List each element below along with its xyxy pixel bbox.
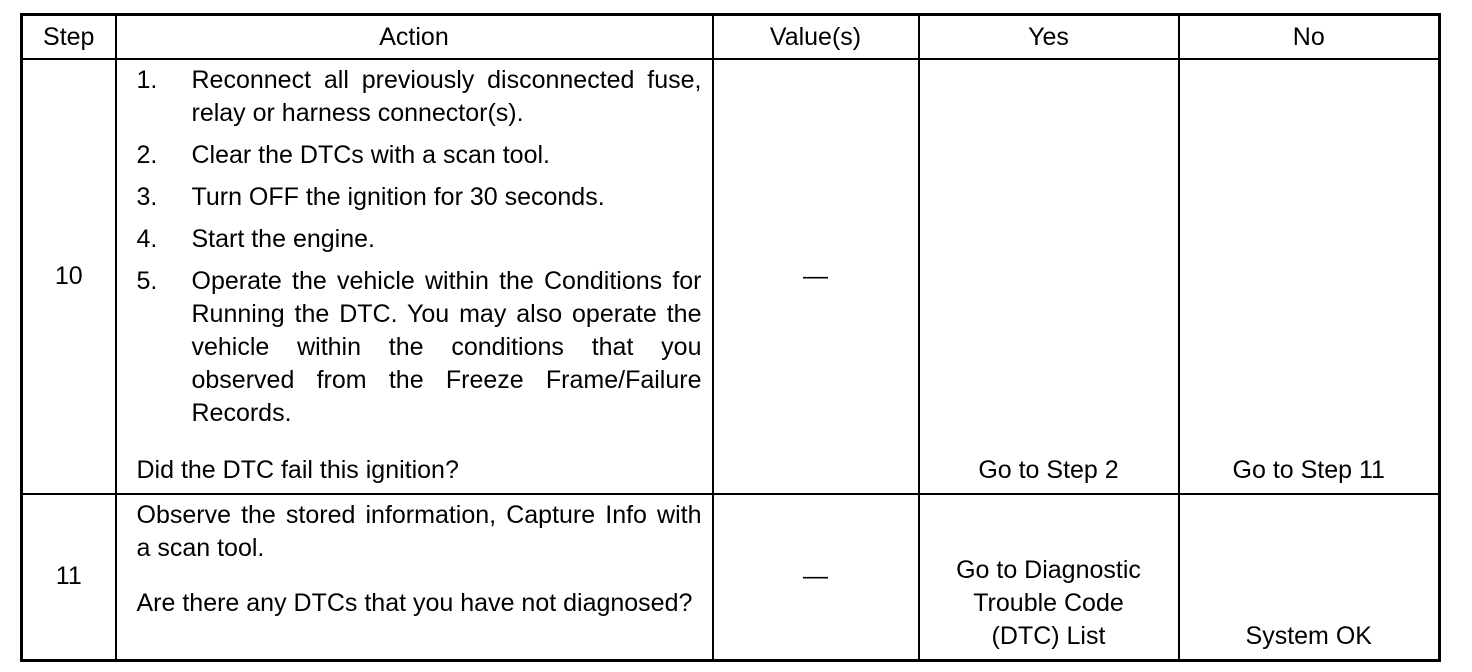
- value-cell: —: [713, 59, 919, 494]
- list-item: [137, 139, 702, 172]
- instruction-text: Observe the stored information, Capture Info with a scan tool.: [136, 501, 702, 562]
- step-number: 11: [22, 494, 116, 660]
- no-cell: System OK: [1179, 494, 1440, 660]
- yes-line: (DTC) List: [991, 621, 1106, 650]
- item-number: 2.: [136, 141, 158, 169]
- header-no: No: [1179, 15, 1440, 60]
- header-row: [22, 15, 1440, 60]
- yes-cell: [919, 494, 1179, 660]
- item-text: Turn OFF the ignition for 30 seconds.: [191, 183, 605, 211]
- diagnostic-table: [20, 13, 1441, 662]
- no-cell: Go to Step 11: [1179, 59, 1440, 494]
- header-values: Value(s): [713, 15, 919, 60]
- yes-line: Go to Diagnostic: [956, 555, 1141, 584]
- item-number: 4.: [136, 225, 158, 253]
- item-text: Operate the vehicle within the Conditions for Running the DTC. You may also operate the vehicle within the conditions that you observed from the Freeze Frame/Failure Records.: [191, 267, 702, 427]
- list-item: [137, 265, 702, 430]
- header-action: Action: [116, 15, 713, 60]
- header-yes: Yes: [919, 15, 1179, 60]
- table-row-step-10: [22, 59, 1440, 494]
- step-number: 10: [22, 59, 116, 494]
- table-row-step-11: [22, 494, 1440, 660]
- item-text: Start the engine.: [191, 225, 375, 253]
- item-number: 3.: [136, 183, 158, 211]
- item-number: 5.: [136, 267, 158, 295]
- list-item: [137, 181, 702, 214]
- list-item: [137, 223, 702, 256]
- question-text: Did the DTC fail this ignition?: [136, 456, 459, 484]
- yes-cell: Go to Step 2: [919, 59, 1179, 494]
- value-cell: —: [713, 494, 919, 660]
- list-item: [137, 64, 702, 130]
- item-text: Reconnect all previously disconnected fuse, relay or harness connector(s).: [191, 66, 702, 127]
- action-cell: [116, 494, 713, 660]
- item-text: Clear the DTCs with a scan tool.: [191, 141, 550, 169]
- header-step: Step: [22, 15, 116, 60]
- action-steps-list: [137, 64, 702, 430]
- item-number: 1.: [136, 66, 158, 94]
- question-text: Are there any DTCs that you have not diagnosed?: [136, 589, 693, 617]
- yes-line: Trouble Code: [973, 588, 1124, 617]
- action-cell: [116, 59, 713, 494]
